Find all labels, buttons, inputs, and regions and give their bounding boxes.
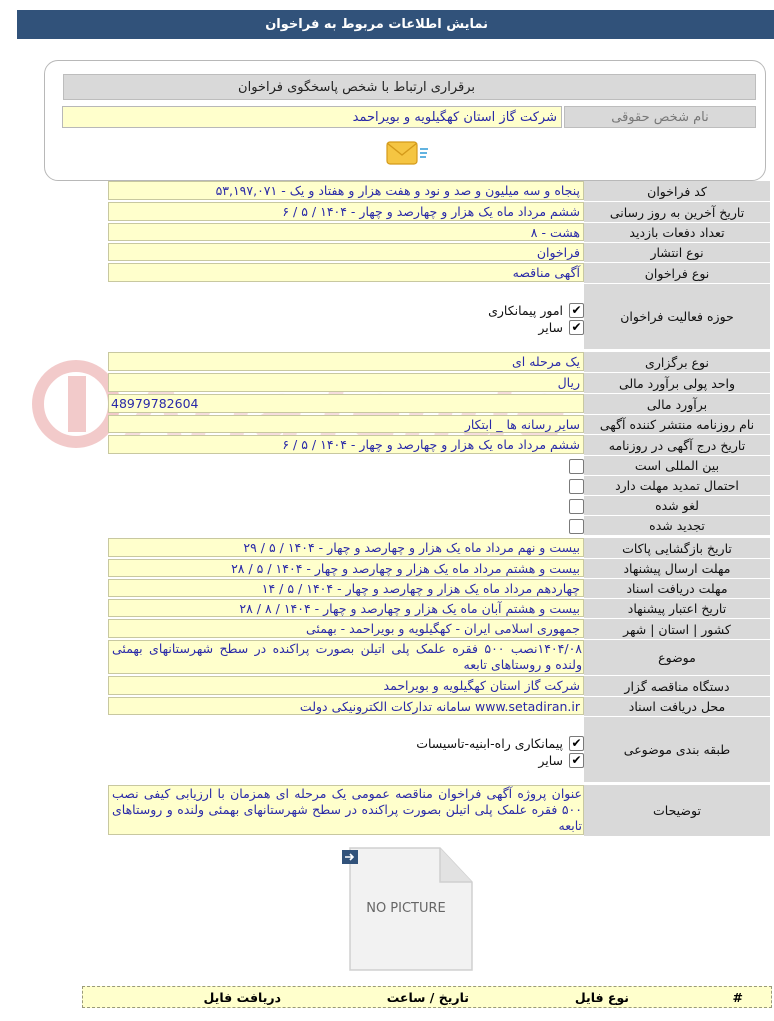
field-label-extension: احتمال تمدید مهلت دارد xyxy=(584,476,770,496)
checkbox-unchecked[interactable] xyxy=(569,519,584,534)
activity-area-options xyxy=(108,284,584,350)
field-value-estimate: 48979782604 xyxy=(108,394,584,413)
field-row-category xyxy=(108,717,770,783)
field-label-international: بین المللی است xyxy=(584,456,770,476)
field-row-estimate xyxy=(108,394,770,415)
field-row-location xyxy=(108,619,770,640)
field-value-location: جمهوری اسلامی ایران - کهگیلویه و بویراحمد - بهمئی xyxy=(108,619,584,638)
field-row-last-update xyxy=(108,202,770,223)
field-label-currency: واحد پولی برآورد مالی xyxy=(584,373,770,394)
field-row-holding-type xyxy=(108,352,770,373)
category-option-label: پیمانکاری راه-ابنیه-تاسیسات xyxy=(416,735,563,751)
field-row-subject xyxy=(108,640,770,676)
field-row-validity xyxy=(108,599,770,619)
field-value-organizer: شرکت گاز استان کهگیلویه و بویراحمد xyxy=(108,676,584,695)
field-row-activity-area xyxy=(108,284,770,350)
files-col-index: # xyxy=(732,990,743,1005)
field-label-call-type: نوع فراخوان xyxy=(584,263,770,284)
field-row-organizer xyxy=(108,676,770,697)
field-value-submit-deadline: ۲۸ / ۵ / ۱۴۰۴ - بیست و هشتم مرداد ماه یک هزار و چهارصد و چهار xyxy=(108,559,584,577)
field-value-visits: ۸ - هشت xyxy=(108,223,584,241)
field-row-submit-deadline xyxy=(108,559,770,579)
category-options xyxy=(108,717,584,783)
field-label-activity-area: حوزه فعالیت فراخوان xyxy=(584,284,770,350)
field-value-last-update: ۶ / ۵ / ۱۴۰۴ - ششم مرداد ماه یک هزار و چهارصد و چهار xyxy=(108,202,584,221)
extension-checkbox-area xyxy=(108,476,584,496)
field-label-validity: تاریخ اعتبار پیشنهاد xyxy=(584,599,770,619)
field-value-validity: ۲۸ / ۸ / ۱۴۰۴ - بیست و هشتم آبان ماه یک هزار و چهارصد و چهار xyxy=(108,599,584,617)
renewed-checkbox-wrap[interactable] xyxy=(563,517,584,535)
checkbox-unchecked[interactable] xyxy=(569,479,584,494)
field-value-description: عنوان پروژه آگهی فراخوان مناقصه عمومی یک مرحله ای همزمان با ارزیابی کیفی نصب ۵۰۰ فقره علمک پلی اتیلن بصورت پراکنده در سطح شهرستانهای بهمئی ولنده و روستاهای تابعه xyxy=(108,785,584,835)
international-checkbox-wrap[interactable] xyxy=(563,457,584,475)
field-label-renewed: تجدید شده xyxy=(584,516,770,536)
field-label-estimate: برآورد مالی xyxy=(584,394,770,415)
field-row-description xyxy=(108,785,770,837)
field-value-doc-deadline: ۱۴ / ۵ / ۱۴۰۴ - چهاردهم مرداد ماه یک هزار و چهارصد و چهار xyxy=(108,579,584,597)
contact-legal-entity-label: نام شخص حقوقی xyxy=(564,106,756,128)
envelope-icon[interactable] xyxy=(384,139,430,169)
field-value-subject: ۱۴۰۴/۰۸نصب ۵۰۰ فقره علمک پلی اتیلن بصورت پراکنده در سطح شهرستانهای بهمئی ولنده و روستاهای تابعه xyxy=(108,640,584,674)
field-label-doc-place: محل دریافت اسناد xyxy=(584,697,770,717)
field-label-last-update: تاریخ آخرین به روز رسانی xyxy=(584,202,770,223)
field-value-publish-type: فراخوان xyxy=(108,243,584,261)
field-label-newspaper: نام روزنامه منتشر کننده آگهی xyxy=(584,415,770,435)
field-label-submit-deadline: مهلت ارسال پیشنهاد xyxy=(584,559,770,579)
field-row-publish-type xyxy=(108,243,770,263)
field-row-call-type xyxy=(108,263,770,284)
no-picture-image xyxy=(332,842,480,974)
contact-legal-entity-row xyxy=(62,106,756,128)
field-row-cancelled xyxy=(108,496,770,516)
contact-panel xyxy=(44,60,766,181)
field-value-doc-place: سامانه تدارکات الکترونیکی دولت www.setadiran.ir xyxy=(108,697,584,715)
field-label-category: طبقه بندی موضوعی xyxy=(584,717,770,783)
field-row-international xyxy=(108,456,770,476)
field-value-call-type: آگهی مناقصه xyxy=(108,263,584,282)
activity-area-option-1[interactable] xyxy=(488,301,584,319)
contact-panel-title: برقراری ارتباط با شخص پاسخگوی فراخوان xyxy=(63,74,756,100)
files-col-download: دریافت فایل xyxy=(203,990,281,1005)
field-value-holding-type: یک مرحله ای xyxy=(108,352,584,371)
checkbox-unchecked[interactable] xyxy=(569,459,584,474)
field-value-opening-date: ۲۹ / ۵ / ۱۴۰۴ - بیست و نهم مرداد ماه یک هزار و چهارصد و چهار xyxy=(108,538,584,557)
field-label-code: کد فراخوان xyxy=(584,181,770,202)
field-row-doc-place xyxy=(108,697,770,717)
category-option-2[interactable] xyxy=(538,751,584,769)
field-row-newspaper xyxy=(108,415,770,435)
field-row-visits xyxy=(108,223,770,243)
cancelled-checkbox-area xyxy=(108,496,584,516)
field-label-cancelled: لغو شده xyxy=(584,496,770,516)
field-label-subject: موضوع xyxy=(584,640,770,676)
field-label-doc-deadline: مهلت دریافت اسناد xyxy=(584,579,770,599)
field-value-newspaper: سایر رسانه ها _ ابتکار xyxy=(108,415,584,433)
checkbox-unchecked[interactable] xyxy=(569,499,584,514)
field-row-code xyxy=(108,181,770,202)
category-option-label: سایر xyxy=(538,752,563,768)
field-value-code: ۵۳,۱۹۷,۰۷۱ - پنجاه و سه میلیون و صد و نود و هفت هزار و هفتاد و یک xyxy=(108,181,584,200)
field-value-newspaper-date: ۶ / ۵ / ۱۴۰۴ - ششم مرداد ماه یک هزار و چهارصد و چهار xyxy=(108,435,584,454)
field-label-holding-type: نوع برگزاری xyxy=(584,352,770,373)
field-row-extension xyxy=(108,476,770,496)
field-row-newspaper-date xyxy=(108,435,770,456)
activity-area-option-label: سایر xyxy=(538,319,563,335)
files-table-header xyxy=(82,986,772,1008)
page-title: نمایش اطلاعات مربوط به فراخوان xyxy=(265,17,488,32)
category-option-1[interactable] xyxy=(416,734,584,752)
activity-area-option-label: امور پیمانکاری xyxy=(488,302,563,318)
extension-checkbox-wrap[interactable] xyxy=(563,477,584,495)
field-row-currency xyxy=(108,373,770,394)
contact-legal-entity-value: شرکت گاز استان کهگیلویه و بویراحمد xyxy=(62,106,562,128)
renewed-checkbox-area xyxy=(108,516,584,536)
checkbox-checked[interactable]: ✔ xyxy=(569,320,584,335)
cancelled-checkbox-wrap[interactable] xyxy=(563,497,584,515)
field-label-organizer: دستگاه مناقصه گزار xyxy=(584,676,770,697)
field-label-visits: تعداد دفعات بازدید xyxy=(584,223,770,243)
field-value-currency: ریال xyxy=(108,373,584,392)
field-label-newspaper-date: تاریخ درج آگهی در روزنامه xyxy=(584,435,770,456)
files-col-type: نوع فایل xyxy=(574,990,629,1005)
checkbox-checked[interactable]: ✔ xyxy=(569,753,584,768)
checkbox-checked[interactable]: ✔ xyxy=(569,303,584,318)
activity-area-option-2[interactable] xyxy=(538,318,584,336)
field-row-renewed xyxy=(108,516,770,536)
international-checkbox-area xyxy=(108,456,584,476)
field-label-opening-date: تاریخ بازگشایی پاکات xyxy=(584,538,770,559)
no-picture-text: NO PICTURE xyxy=(366,901,446,916)
field-label-publish-type: نوع انتشار xyxy=(584,243,770,263)
field-label-description: توضیحات xyxy=(584,785,770,837)
field-row-opening-date xyxy=(108,538,770,559)
checkbox-checked[interactable]: ✔ xyxy=(569,736,584,751)
files-col-date: تاریخ / ساعت xyxy=(386,990,469,1005)
page-title-bar xyxy=(17,10,774,39)
field-row-doc-deadline xyxy=(108,579,770,599)
field-label-location: کشور | استان | شهر xyxy=(584,619,770,640)
